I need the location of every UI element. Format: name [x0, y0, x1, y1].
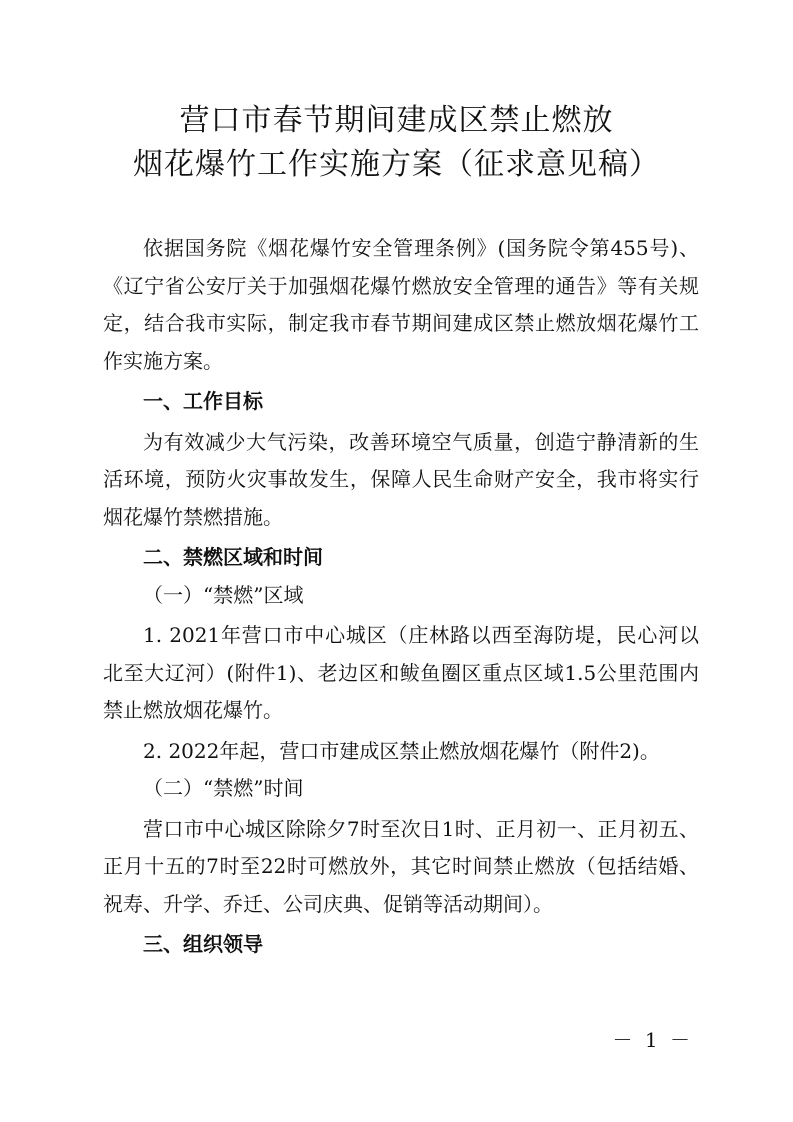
- document-title-line-1: 营口市春节期间建成区禁止燃放: [179, 103, 614, 138]
- area-item-1: 1. 2021年营口市中心城区（庄林路以西至海防堤，民心河以北至大辽河）(附件1)、老边区和鲅鱼圈区重点区域1.5公里范围内禁止燃放烟花爆竹。: [103, 623, 699, 722]
- subheading-time: （二）“禁燃”时间: [143, 776, 304, 800]
- page-number: － 1 －: [612, 1028, 693, 1052]
- document-title-line-2: 烟花爆竹工作实施方案（征求意见稿）: [133, 147, 660, 182]
- goals-paragraph: 为有效减少大气污染，改善环境空气质量，创造宁静清新的生活环境，预防火灾事故发生，保障人民生命财产安全，我市将实行烟花爆竹禁燃措施。: [103, 429, 699, 529]
- section-heading-organization: 三、组织领导: [143, 932, 263, 956]
- document-body: [103, 230, 699, 964]
- time-paragraph: 营口市中心城区除除夕7时至次日1时、正月初一、正月初五、正月十五的7时至22时可燃放外，其它时间禁止燃放（包括结婚、祝寿、升学、乔迁、公司庆典、促销等活动期间）。: [103, 816, 699, 916]
- area-item-2: 2. 2022年起，营口市建成区禁止燃放烟花爆竹（附件2)。: [143, 738, 660, 763]
- intro-paragraph: 依据国务院《烟花爆竹安全管理条例》(国务院令第455号)、《辽宁省公安厅关于加强烟花爆竹燃放安全管理的通告》等有关规定，结合我市实际，制定我市春节期间建成区禁止燃放烟花爆竹工作实施方案。: [103, 236, 699, 373]
- subheading-area: （一）“禁燃”区域: [143, 582, 304, 607]
- section-heading-area-time: 二、禁燃区域和时间: [143, 545, 323, 569]
- section-heading-goals: 一、工作目标: [143, 389, 263, 413]
